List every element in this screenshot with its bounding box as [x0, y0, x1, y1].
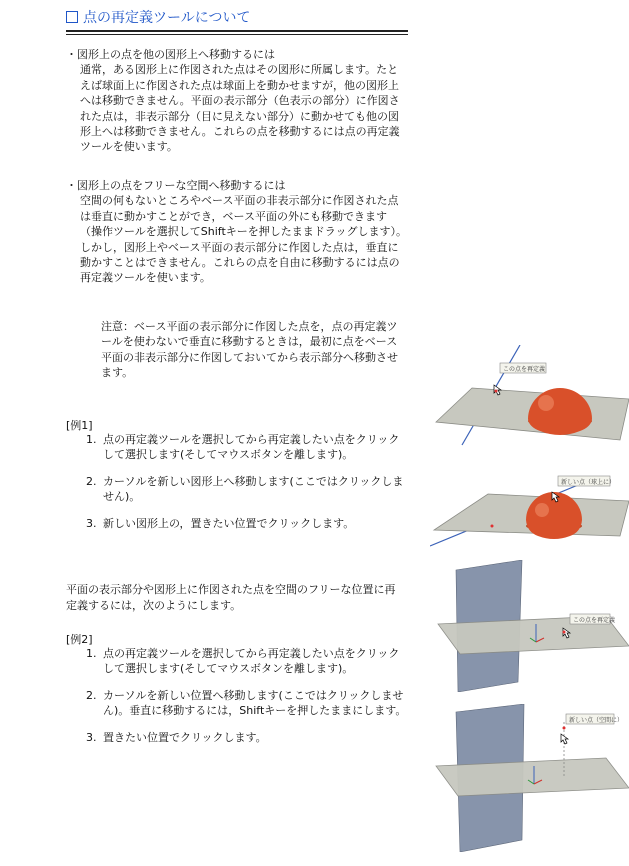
note-text: 注意：ベース平面の表示部分に作図した点を，点の再定義ツールを使わないで垂直に移動するときは，最初に点をベース平面の非表示部分に作図しておいてから表示部分へ移動させます。 — [101, 320, 398, 380]
section1-body: 通常，ある図形上に作図された点はその図形に所属します。たとえば球面上に作図された点は球面上を動かせますが，他の図形上へは移動できません。平面の表示部分（色表示の部分）に作図された点は，非表示部分（目に見えない部分）に動かせても他の図形上へは移動できません。これらの点を移動するには点の再定義ツールを使います。 — [80, 63, 400, 154]
figure3-tooltip: この点を再定義 — [573, 617, 616, 624]
list-item: 1. 点の再定義ツールを選択してから再定義したい点をクリックして選択します(そしてマウスボタンを離します)。 — [86, 433, 400, 461]
example1-steps — [86, 432, 408, 543]
free-space-paragraph: 平面の表示部分や図形上に作図された点を空間のフリーな位置に再定義するには，次のようにします。 — [66, 583, 396, 612]
section2-heading: ・図形上の点をフリーな空間へ移動するには — [66, 179, 286, 192]
list-item: 1. 点の再定義ツールを選択してから再定義したい点をクリックして選択します(そしてマウスボタンを離します)。 — [86, 647, 400, 675]
example2-steps — [86, 646, 408, 757]
list-item: 2. カーソルを新しい位置へ移動します(ここではクリックしません)。垂直に移動するには，Shiftキーを押したままにします。 — [86, 689, 407, 717]
list-item: 3. 新しい図形上の，置きたい位置でクリックします。 — [86, 517, 355, 530]
title-underline — [66, 34, 408, 35]
figure4-tooltip: 新しい点（空間に） — [569, 717, 624, 724]
list-item: 2. カーソルを新しい図形上へ移動します(ここではクリックしません)。 — [86, 475, 404, 503]
section-move-to-other-figure — [66, 47, 408, 155]
page-title: 点の再定義ツールについて — [66, 8, 408, 32]
figure-example1-move — [430, 474, 629, 550]
figure-example2-move — [430, 704, 629, 852]
example1-label: [例1] — [66, 419, 93, 432]
figure1-tooltip: この点を再定義 — [503, 366, 546, 373]
hand-cursor-icon — [561, 734, 568, 744]
checkbox-square-icon — [66, 11, 78, 23]
section1-heading: ・図形上の点を他の図形上へ移動するには — [66, 48, 275, 61]
figure2-tooltip: 新しい点（球上に） — [561, 479, 616, 486]
figure-example1-select — [430, 345, 629, 450]
figure-example2-select — [430, 560, 629, 692]
example2-label: [例2] — [66, 633, 93, 646]
list-item: 3. 置きたい位置でクリックします。 — [86, 731, 267, 744]
section-move-to-free-space — [66, 178, 408, 286]
section2-body: 空間の何もないところやベース平面の非表示部分に作図された点は垂直に動かすことができ，ベース平面の外にも移動できます（操作ツールを選択してShiftキーを押したままドラッグします）。しかし，図形上やベース平面の表示部分に作図した点は，垂直に動かすことはできません。これらの点を自由に移動するには点の再定義ツールを使います。 — [80, 194, 408, 285]
